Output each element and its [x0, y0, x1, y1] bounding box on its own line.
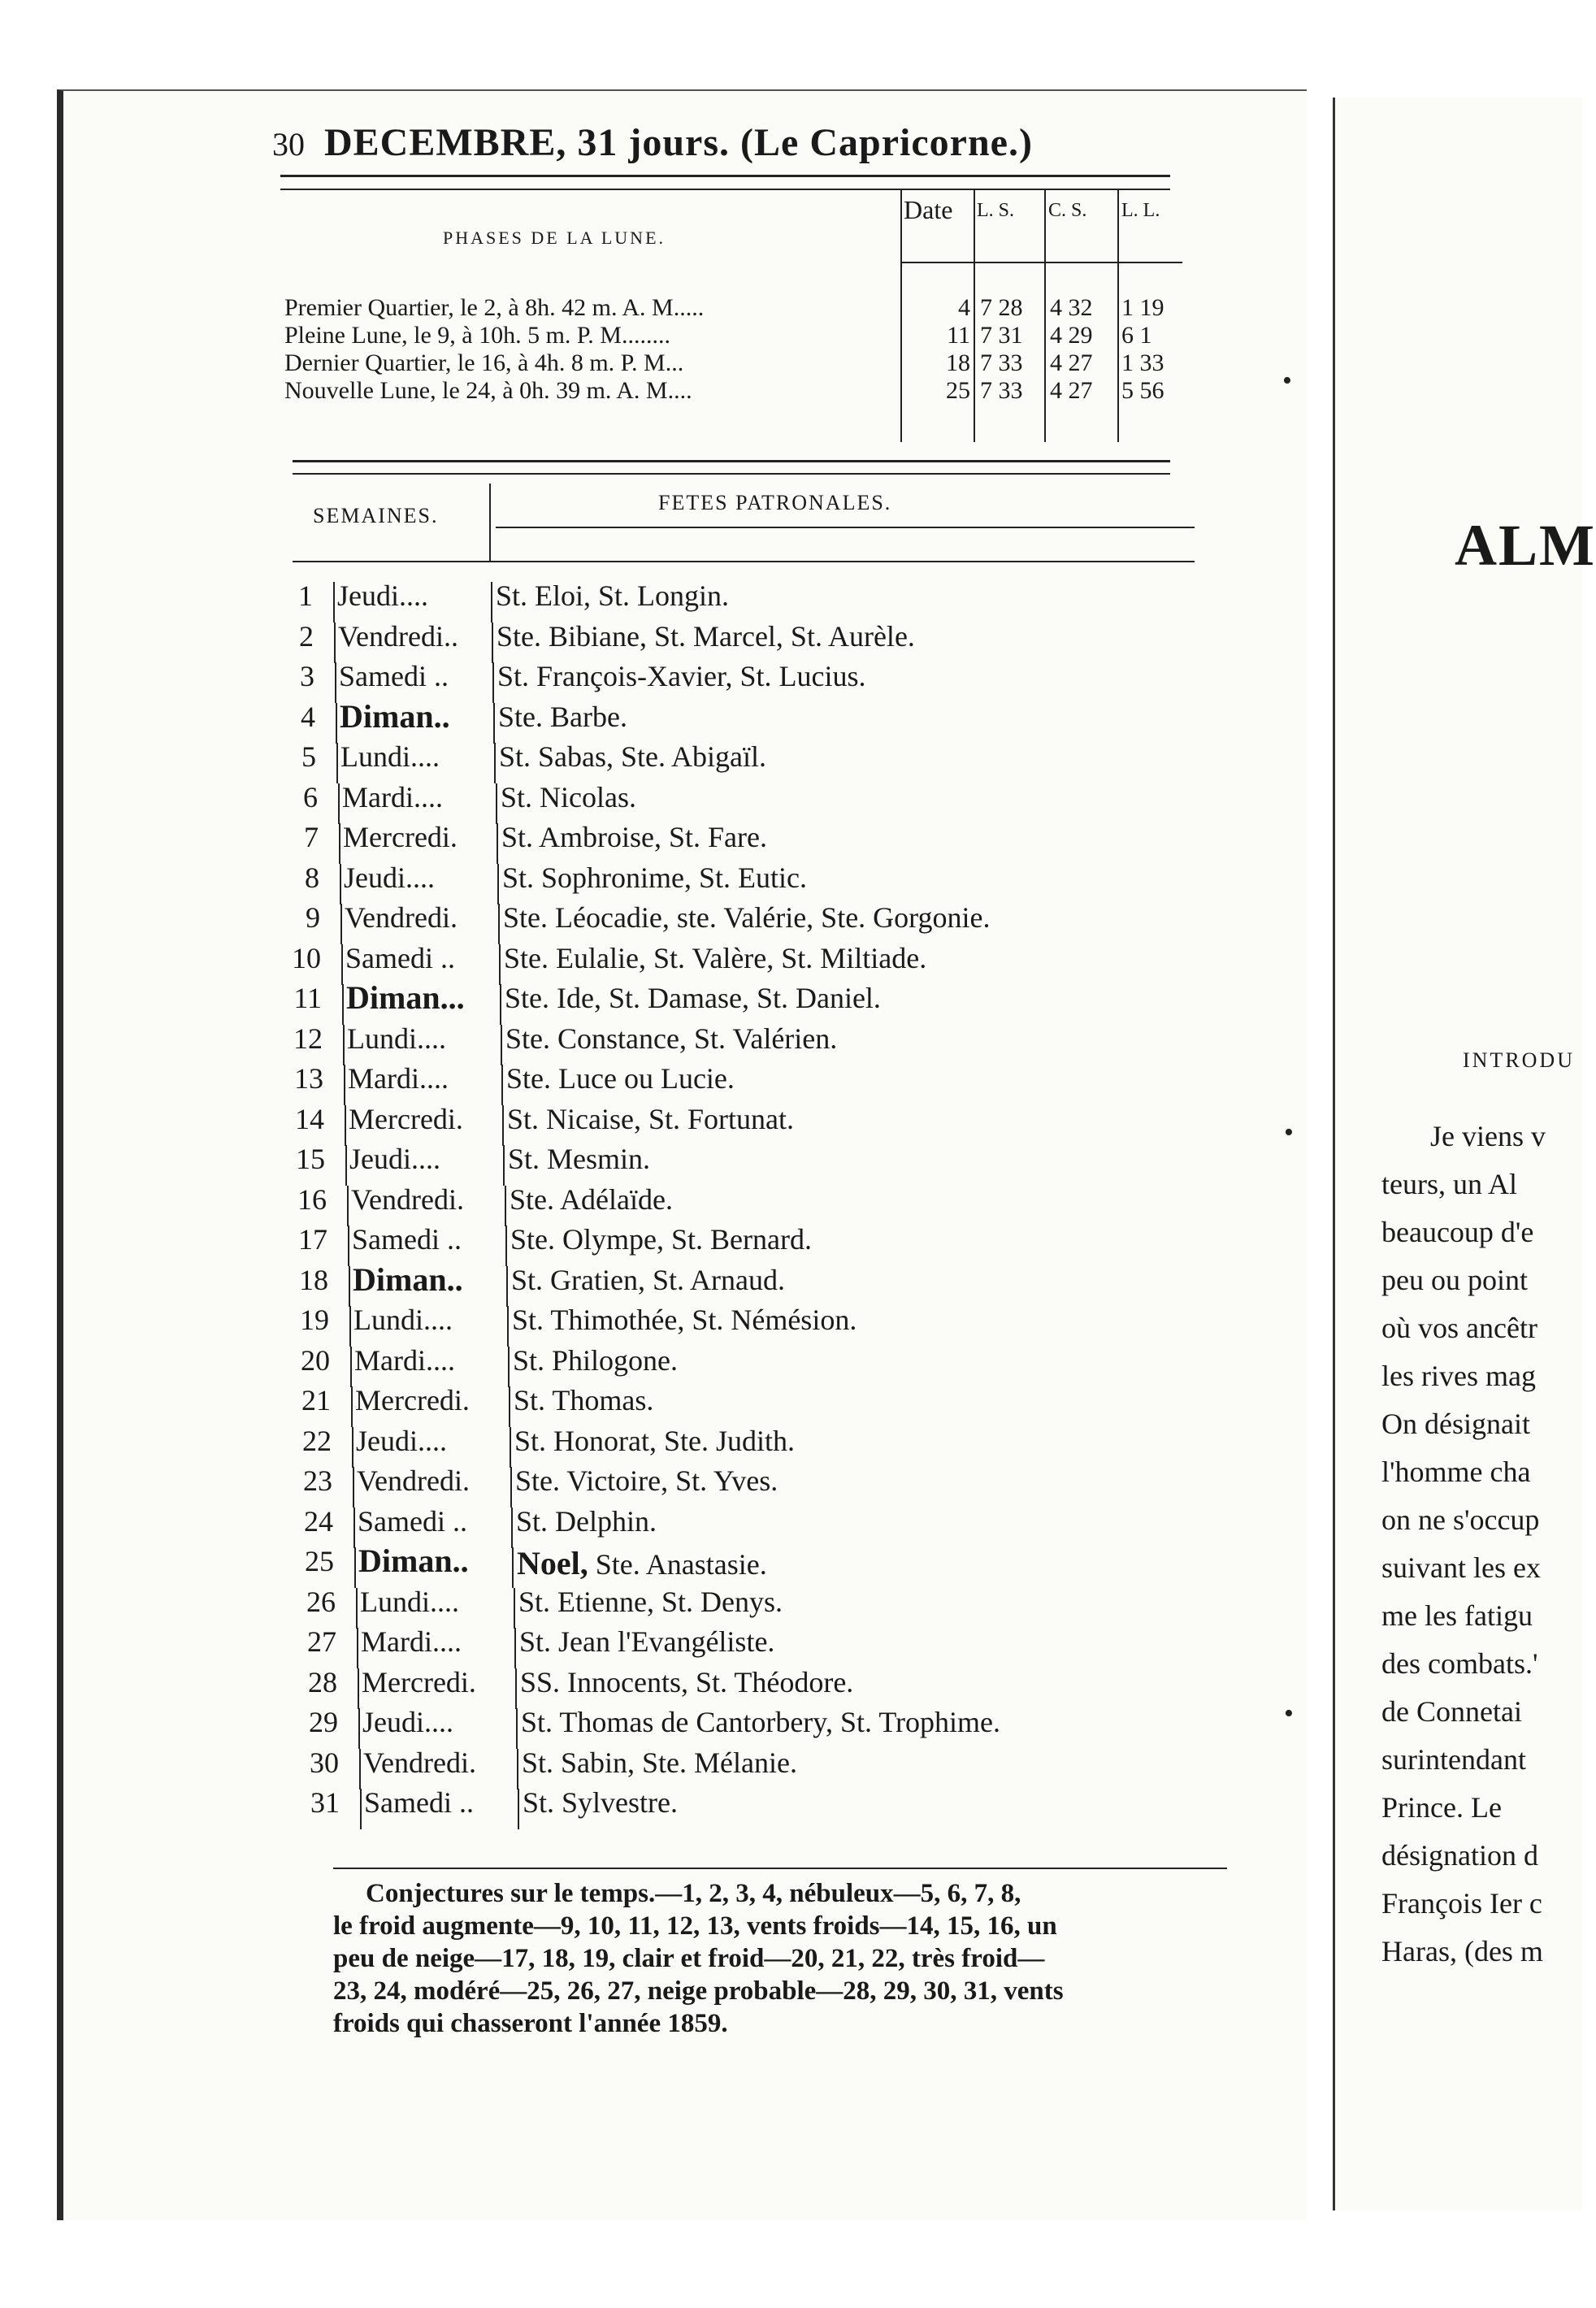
moon-ll: 1 33: [1121, 349, 1164, 376]
moon-col-cs: C. S.: [1048, 200, 1087, 221]
day-number: 21: [301, 1384, 331, 1416]
day-number: 24: [304, 1505, 333, 1538]
calendar-bottom-rule: [333, 1868, 1227, 1869]
row-divider: [353, 1508, 355, 1548]
row-divider: [505, 1226, 507, 1266]
feast-names: [505, 1022, 837, 1056]
row-divider: [517, 1749, 518, 1790]
row-divider: [356, 1588, 358, 1629]
row-divider: [511, 1508, 513, 1548]
weekday: Jeudi....: [362, 1706, 453, 1738]
feast-text: Ste. Bibiane, St. Marcel, St. Aurèle.: [497, 620, 915, 653]
moon-ls: 7 33: [980, 349, 1023, 376]
day-number: 11: [293, 982, 322, 1014]
moon-date: 4: [958, 294, 970, 321]
feast-names: [502, 861, 807, 895]
feast-text: Ste. Anastasie.: [595, 1548, 767, 1581]
feast-names: [508, 1142, 650, 1176]
weekday: Mercredi.: [362, 1666, 476, 1698]
moon-ls: 7 33: [980, 377, 1023, 404]
moon-phase: Pleine Lune, le 9, à 10h. 5 m. P. M........: [284, 322, 670, 349]
weekday: Mercredi.: [343, 821, 458, 853]
row-divider: [345, 1105, 346, 1146]
feast-names: [497, 659, 866, 693]
feast-names: [511, 1263, 785, 1297]
weekday: Vendredi.: [345, 901, 458, 934]
weekday: Mercredi.: [355, 1384, 470, 1416]
right-page-line: peu ou point: [1381, 1264, 1528, 1296]
feast-names: [523, 1785, 678, 1820]
row-divider: [516, 1708, 518, 1749]
feast-text: Ste. Barbe.: [498, 701, 627, 733]
row-divider: [354, 1547, 356, 1588]
right-page-line: Je viens v: [1430, 1120, 1546, 1152]
moon-cs: 4 27: [1050, 349, 1093, 376]
weekday: Jeudi....: [356, 1425, 447, 1457]
weekday: Lundi....: [347, 1022, 446, 1055]
feast-names: [516, 1504, 657, 1538]
moon-col-divider-2: [974, 190, 975, 442]
row-divider: [514, 1628, 516, 1668]
feast-text: St. Sophronime, St. Eutic.: [502, 861, 808, 894]
feast-names: [518, 1585, 783, 1619]
moon-ls: 7 31: [980, 322, 1023, 349]
feast-names: [496, 579, 729, 613]
day-number: 30: [310, 1746, 339, 1779]
feast-names: [501, 780, 636, 814]
row-divider: [335, 662, 336, 703]
day-number: 8: [305, 861, 319, 894]
weekday: Mardi....: [348, 1062, 449, 1095]
moon-ll: 1 19: [1121, 294, 1164, 321]
row-divider: [497, 823, 498, 864]
feast-names: [503, 900, 991, 935]
day-number: 29: [309, 1706, 338, 1738]
feast-text: Ste. Eulalie, St. Valère, St. Miltiade.: [504, 942, 927, 974]
feast-text: St. Gratien, St. Arnaud.: [511, 1264, 785, 1296]
day-number: 25: [305, 1545, 334, 1577]
feast-names: [520, 1665, 853, 1699]
moon-cs: 4 29: [1050, 322, 1093, 349]
feast-names: [504, 941, 926, 975]
calendar-header-rule: [293, 561, 1195, 562]
right-page-line: Prince. Le: [1381, 1791, 1502, 1824]
feast-text: St. François-Xavier, St. Lucius.: [497, 660, 866, 692]
right-page-line: Haras, (des m: [1381, 1935, 1543, 1967]
feast-text: St. Jean l'Evangéliste.: [519, 1625, 775, 1658]
day-number: 22: [302, 1425, 332, 1457]
weekday: Samedi ..: [339, 660, 449, 692]
feast-text: St. Sabin, Ste. Mélanie.: [522, 1746, 797, 1779]
row-divider: [493, 703, 495, 744]
feast-text: Ste. Olympe, St. Bernard.: [510, 1223, 812, 1256]
feast-text: St. Mesmin.: [508, 1143, 651, 1175]
weekday: Jeudi....: [344, 861, 435, 894]
feast-text: Ste. Adélaïde.: [510, 1183, 673, 1216]
row-divider: [492, 662, 494, 703]
row-divider: [505, 1186, 506, 1226]
day-number: 28: [308, 1666, 337, 1698]
feast-names: [521, 1705, 1000, 1739]
weekday: Lundi....: [340, 740, 440, 773]
feast-names: [510, 1182, 673, 1217]
day-number: 18: [299, 1264, 328, 1296]
row-divider: [499, 944, 501, 985]
feast-names: [522, 1746, 797, 1780]
row-divider: [351, 1386, 353, 1427]
row-divider: [508, 1347, 510, 1387]
moon-header-rule: [902, 262, 1182, 263]
conjecture-line: 23, 24, modéré—25, 26, 27, neige probable—28, 29, 30, 31, vents: [333, 1976, 1064, 2006]
row-divider: [358, 1708, 360, 1749]
row-divider: [336, 743, 338, 783]
weekday: Diman...: [346, 979, 465, 1016]
day-number: 15: [296, 1143, 325, 1175]
feast-text: St. Honorat, Ste. Judith.: [514, 1425, 796, 1457]
day-number: 31: [310, 1786, 340, 1819]
feast-names: [510, 1222, 812, 1256]
feast-names: [519, 1625, 774, 1659]
day-number: 19: [300, 1304, 329, 1336]
feast-names: [506, 1061, 735, 1095]
row-divider: [352, 1427, 353, 1468]
row-divider: [494, 743, 496, 783]
day-number: 10: [292, 942, 321, 974]
right-page-line: suivant les ex: [1381, 1551, 1541, 1584]
feast-text: St. Nicaise, St. Fortunat.: [507, 1103, 794, 1135]
feast-names: [507, 1102, 794, 1136]
right-page-line: désignation d: [1381, 1839, 1538, 1872]
page-title: DECEMBRE, 31 jours. (Le Capricorne.): [324, 121, 1033, 164]
right-page-line: on ne s'occup: [1381, 1503, 1540, 1536]
feast-names: [497, 619, 915, 653]
day-number: 16: [297, 1183, 327, 1216]
row-divider: [500, 984, 501, 1025]
row-divider: [340, 864, 341, 905]
row-divider: [353, 1467, 354, 1508]
day-number: 2: [299, 620, 314, 653]
row-divider: [518, 1789, 519, 1829]
conjecture-line: froids qui chasseront l'année 1859.: [333, 2009, 728, 2038]
row-divider: [507, 1306, 509, 1347]
weekday: Jeudi....: [349, 1143, 440, 1175]
page-edge-mark: •: [1282, 366, 1292, 396]
feast-text: St. Sylvestre.: [523, 1786, 679, 1819]
feast-text: St. Ambroise, St. Fare.: [501, 821, 768, 853]
moon-phase: Nouvelle Lune, le 24, à 0h. 39 m. A. M....: [284, 377, 692, 404]
moon-col-divider-3: [1044, 190, 1046, 442]
feast-names: [514, 1383, 653, 1417]
right-page-title: ALM: [1455, 513, 1596, 578]
weekday: Diman..: [353, 1261, 463, 1298]
weekday: Vendredi.: [351, 1183, 464, 1216]
moon-section-label: PHASES DE LA LUNE.: [443, 228, 666, 248]
header-rule-2: [280, 189, 1170, 190]
right-page-line: l'homme cha: [1381, 1456, 1531, 1488]
calendar-header-rule-2: [496, 527, 1195, 528]
weekday: Mardi....: [354, 1344, 455, 1377]
feast-text: SS. Innocents, St. Théodore.: [520, 1666, 854, 1698]
moon-col-date: Date: [904, 195, 953, 224]
feast-text: St. Eloi, St. Longin.: [496, 579, 730, 612]
row-divider: [510, 1467, 512, 1508]
weekday: Samedi ..: [364, 1786, 474, 1819]
right-page-line: des combats.': [1381, 1647, 1538, 1680]
row-divider: [514, 1588, 515, 1629]
page-header: [272, 120, 1033, 165]
moon-col-ls: L. S.: [977, 200, 1015, 221]
day-number: 26: [306, 1586, 336, 1618]
day-number: 3: [300, 660, 314, 692]
feast-text: Ste. Léocadie, ste. Valérie, Ste. Gorgonie.: [503, 901, 991, 934]
moon-col-divider-4: [1117, 190, 1119, 442]
feast-text: St. Delphin.: [516, 1505, 657, 1538]
feast-names: [505, 981, 881, 1015]
row-divider: [360, 1789, 362, 1829]
feast-text: St. Thomas.: [514, 1384, 654, 1416]
row-divider: [334, 623, 336, 663]
weekday: Mardi....: [361, 1625, 462, 1658]
moon-bottom-rule-2: [293, 473, 1170, 475]
row-divider: [340, 904, 342, 944]
weekday: Mardi....: [342, 781, 443, 813]
right-page-line: où vos ancêtr: [1381, 1312, 1537, 1344]
feast-names: [498, 700, 627, 734]
feast-text: St. Philogone.: [513, 1344, 679, 1377]
weekday: Mercredi.: [349, 1103, 463, 1135]
feast-text: St. Thimothée, St. Némésion.: [512, 1304, 857, 1336]
right-page-line: surintendant: [1381, 1743, 1526, 1776]
feast-text: St. Sabas, Ste. Abigaïl.: [499, 740, 767, 773]
day-number: 5: [301, 740, 316, 773]
weekday: Samedi ..: [358, 1505, 467, 1538]
row-divider: [510, 1427, 511, 1468]
conjecture-line: peu de neige—17, 18, 19, clair et froid—20, 21, 22, très froid—: [333, 1944, 1045, 1973]
conjecture-line: Conjectures sur le temps.—1, 2, 3, 4, nébuleux—5, 6, 7, 8,: [366, 1879, 1021, 1908]
row-divider: [358, 1668, 359, 1709]
conjecture-line: le froid augmente—9, 10, 11, 12, 13, vents froids—14, 15, 16, un: [333, 1911, 1057, 1941]
weekday: Lundi....: [353, 1304, 453, 1336]
feast-names: [514, 1424, 795, 1458]
feast-text: Ste. Victoire, St. Yves.: [515, 1464, 778, 1497]
row-divider: [509, 1386, 510, 1427]
row-divider: [338, 783, 340, 824]
row-divider: [348, 1226, 349, 1266]
day-number: 1: [298, 579, 313, 612]
moon-phase: Dernier Quartier, le 16, à 4h. 8 m. P. M...: [284, 349, 684, 376]
feast-text: St. Thomas de Cantorbery, St. Trophime.: [521, 1706, 1001, 1738]
row-divider: [497, 864, 499, 905]
feast-text: St. Etienne, St. Denys.: [518, 1586, 783, 1618]
day-number: 4: [301, 701, 315, 733]
row-divider: [357, 1628, 358, 1668]
right-page-line: les rives mag: [1381, 1360, 1536, 1392]
row-divider: [347, 1186, 349, 1226]
row-divider: [341, 944, 343, 985]
row-divider: [515, 1668, 517, 1709]
day-number: 7: [304, 821, 319, 853]
feast-text: Ste. Luce ou Lucie.: [506, 1062, 735, 1095]
moon-date: 25: [946, 377, 970, 404]
moon-date: 18: [946, 349, 970, 376]
moon-cs: 4 32: [1050, 294, 1093, 321]
weekday: Jeudi....: [337, 579, 428, 612]
day-number: 27: [307, 1625, 336, 1658]
day-number: 9: [306, 901, 320, 934]
moon-bottom-rule: [293, 460, 1170, 462]
moon-cs: 4 27: [1050, 377, 1093, 404]
row-divider: [496, 783, 497, 824]
day-number: 20: [301, 1344, 330, 1377]
day-number: 13: [294, 1062, 323, 1095]
weekday: Samedi ..: [352, 1223, 462, 1256]
feast-text: Ste. Constance, St. Valérien.: [505, 1022, 838, 1055]
weekday: Lundi....: [360, 1586, 459, 1618]
row-divider: [503, 1145, 505, 1186]
moon-col-ll: L. L.: [1121, 200, 1160, 221]
moon-date: 11: [947, 322, 970, 349]
right-page-line: teurs, un Al: [1381, 1168, 1517, 1200]
weekday: Vendredi.: [357, 1464, 470, 1497]
right-page-line: beaucoup d'e: [1381, 1216, 1534, 1248]
right-page-line: de Connetai: [1381, 1695, 1522, 1728]
page-edge-mark: •: [1284, 1117, 1294, 1147]
row-divider: [349, 1266, 350, 1307]
row-divider: [333, 582, 335, 623]
col-semaines: SEMAINES.: [313, 504, 439, 527]
weekday: Vendredi..: [338, 620, 458, 653]
row-divider: [336, 703, 337, 744]
row-divider: [342, 984, 344, 1025]
row-divider: [506, 1266, 508, 1307]
weekday: Samedi ..: [345, 942, 455, 974]
weekday: Diman..: [340, 698, 450, 735]
feast-names: [499, 740, 766, 774]
row-divider: [349, 1306, 351, 1347]
right-page-line: François Ier c: [1381, 1887, 1542, 1920]
moon-phase: Premier Quartier, le 2, à 8h. 42 m. A. M.....: [284, 294, 705, 321]
row-divider: [491, 582, 492, 623]
row-divider: [492, 623, 493, 663]
row-divider: [350, 1347, 352, 1387]
day-number: 14: [295, 1103, 324, 1135]
feast-text: St. Nicolas.: [501, 781, 636, 813]
feast-names: [512, 1303, 857, 1337]
moon-ll: 5 56: [1121, 377, 1164, 404]
header-rule: [280, 175, 1170, 177]
row-divider: [501, 1025, 502, 1065]
row-divider: [359, 1749, 361, 1790]
moon-ls: 7 28: [980, 294, 1023, 321]
feast-names: [515, 1464, 778, 1498]
feast-names: [501, 820, 767, 854]
moon-ll: 6 1: [1121, 322, 1152, 349]
day-number: 17: [298, 1223, 327, 1256]
day-number: 6: [303, 781, 318, 813]
row-divider: [339, 823, 340, 864]
row-divider: [345, 1145, 347, 1186]
right-page-line: me les fatigu: [1381, 1599, 1533, 1632]
day-number: 12: [293, 1022, 323, 1055]
calendar-col-rule-top: [489, 484, 491, 562]
feast-names: [517, 1544, 767, 1582]
weekday: Vendredi.: [363, 1746, 476, 1779]
right-page-line: On désignait: [1381, 1408, 1530, 1440]
feast-names: [513, 1343, 678, 1377]
right-page-section-head: INTRODU: [1463, 1048, 1575, 1072]
col-fetes: FETES PATRONALES.: [658, 491, 892, 514]
row-divider: [343, 1025, 345, 1065]
weekday: Diman..: [358, 1542, 469, 1579]
day-number: 23: [303, 1464, 332, 1497]
row-divider: [512, 1547, 514, 1588]
page-edge-mark: •: [1284, 1698, 1294, 1729]
row-divider: [501, 1065, 503, 1105]
row-divider: [502, 1105, 504, 1146]
row-divider: [498, 904, 500, 944]
page-number: 30: [272, 126, 305, 163]
feast-highlight: Noel,: [517, 1545, 588, 1581]
row-divider: [344, 1065, 345, 1105]
feast-text: Ste. Ide, St. Damase, St. Daniel.: [505, 982, 881, 1014]
